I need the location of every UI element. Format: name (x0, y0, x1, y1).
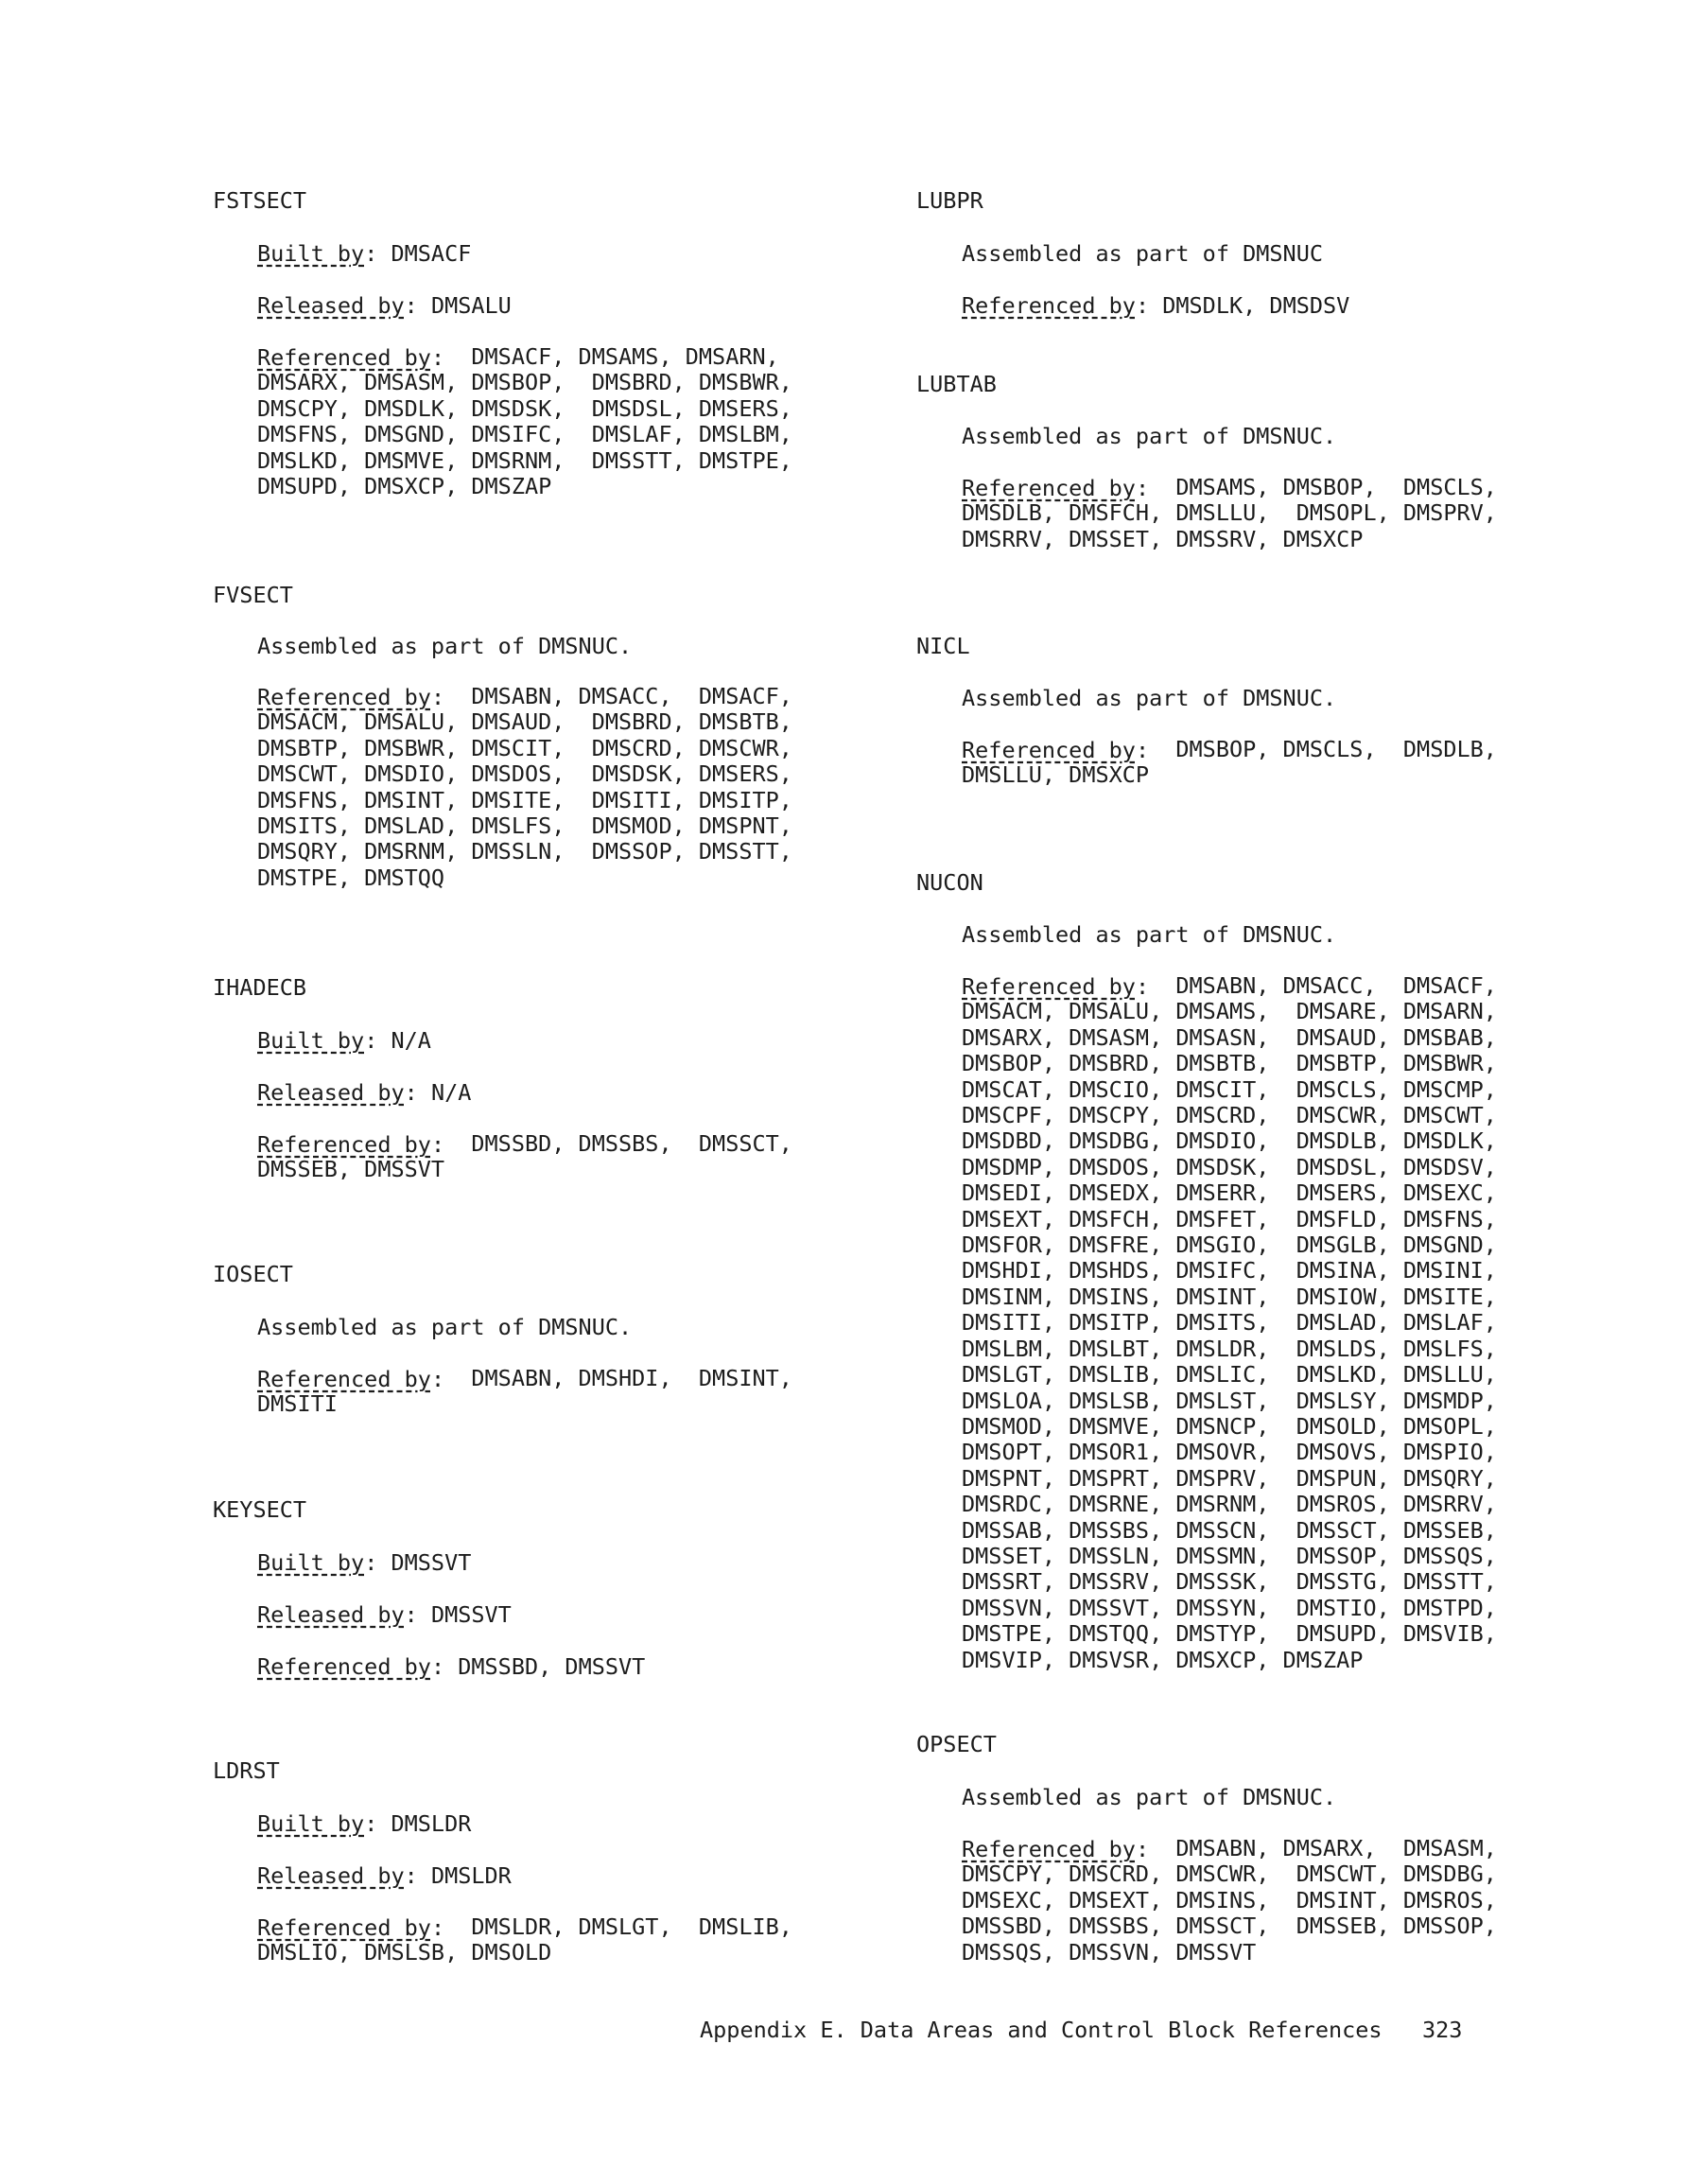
referenced-by-list (257, 1131, 792, 1183)
referenced-by-line: Referenced by: (257, 1131, 445, 1158)
referenced-by-list (962, 973, 1497, 1673)
released-by-line: Released by: DMSLDR (257, 1862, 512, 1889)
referenced-by-label: Referenced by (257, 1366, 431, 1392)
page-number: 323 (1422, 2017, 1463, 2043)
built-by-value: N/A (391, 1027, 431, 1054)
released-by-label: Released by (257, 292, 405, 319)
refs-text: DMSSBD, DMSSBS, DMSSCT, DMSSEB, DMSSVT (257, 1130, 792, 1183)
built-by-line: Built by: N/A (257, 1027, 431, 1054)
assembled-line: Assembled as part of DMSNUC. (257, 1314, 633, 1340)
referenced-by-line: Referenced by: (257, 684, 445, 710)
refs-text: DMSSBD, DMSSVT (458, 1653, 646, 1680)
referenced-by-line: Referenced by: (962, 1836, 1150, 1862)
referenced-by-label: Referenced by (257, 344, 431, 371)
section-title-nicl: NICL (916, 633, 970, 659)
section-title-lubpr: LUBPR (916, 187, 983, 214)
released-by-value: N/A (430, 1079, 472, 1106)
released-by-value: DMSLDR (430, 1862, 512, 1889)
refs-text: DMSABN, DMSACC, DMSACF, DMSACM, DMSALU, DMSAUD, DMSBRD, DMSBTB, DMSBTP, DMSBWR, DMSCIT, DMSCRD, DMSCWR, DMSCWT, DMSDIO, DMSDOS, DMSDSK, DMSERS, DMSFNS, DMSINT, DMSITE, DMSITI, DMSITP, DMSITS, DMSLAD, DMSLFS, DMSMOD, DMSPNT, DMSQRY, DMSRNM, DMSSLN, DMSSOP, DMSSTT, DMSTPE, DMSTQQ (257, 683, 792, 891)
page-footer (700, 2017, 1462, 2043)
assembled-line: Assembled as part of DMSNUC. (962, 423, 1337, 449)
built-by-label: Built by (257, 1027, 365, 1054)
released-by-label: Released by (257, 1079, 405, 1106)
refs-text: DMSABN, DMSHDI, DMSINT, DMSITI (257, 1365, 792, 1418)
built-by-line: Built by: DMSLDR (257, 1810, 472, 1837)
section-title-opsect: OPSECT (916, 1731, 997, 1757)
referenced-by-label: Referenced by (962, 475, 1136, 501)
section-title-fstsect: FSTSECT (213, 187, 307, 214)
referenced-by-list (962, 475, 1497, 552)
referenced-by-line: Referenced by: DMSDLK, DMSDSV (962, 292, 1350, 319)
referenced-by-list (962, 1836, 1497, 1966)
referenced-by-line: Referenced by: (962, 973, 1150, 1000)
referenced-by-line: Referenced by: (962, 737, 1150, 763)
section-title-ihadecb: IHADECB (213, 974, 307, 1001)
referenced-by-label: Referenced by (257, 684, 431, 710)
referenced-by-label: Referenced by (962, 1836, 1136, 1862)
referenced-by-line: Referenced by: (257, 1914, 445, 1941)
released-by-value: DMSSVT (430, 1601, 512, 1628)
referenced-by-list (257, 1366, 792, 1418)
referenced-by-line: Referenced by: (257, 344, 445, 371)
built-by-label: Built by (257, 1549, 365, 1576)
built-by-value: DMSLDR (391, 1810, 472, 1837)
refs-text: DMSAMS, DMSBOP, DMSCLS, DMSDLB, DMSFCH, DMSLLU, DMSOPL, DMSPRV, DMSRRV, DMSSET, DMSSRV, DMSXCP (962, 474, 1497, 552)
referenced-by-line: Referenced by: DMSSBD, DMSSVT (257, 1653, 646, 1680)
released-by-label: Released by (257, 1601, 405, 1628)
refs-text: DMSBOP, DMSCLS, DMSDLB, DMSLLU, DMSXCP (962, 736, 1497, 789)
referenced-by-label: Referenced by (962, 737, 1136, 763)
built-by-label: Built by (257, 1810, 365, 1837)
built-by-line: Built by: DMSACF (257, 240, 472, 267)
referenced-by-label: Referenced by (257, 1131, 431, 1158)
referenced-by-label: Referenced by (962, 973, 1136, 1000)
section-title-lubtab: LUBTAB (916, 371, 997, 397)
released-by-value: DMSALU (430, 292, 512, 319)
refs-text: DMSABN, DMSACC, DMSACF, DMSACM, DMSALU, DMSAMS, DMSARE, DMSARN, DMSARX, DMSASM, DMSASN, DMSAUD, DMSBAB, DMSBOP, DMSBRD, DMSBTB, DMSBTP, DMSBWR, DMSCAT, DMSCIO, DMSCIT, DMSCLS, DMSCMP, DMSCPF, DMSCPY, DMSCRD, DMSCWR, DMSCWT, DMSDBD, DMSDBG, DMSDIO, DMSDLB, DMSDLK, DMSDMP, DMSDOS, DMSDSK, DMSDSL, DMSDSV, DMSEDI, DMSEDX, DMSERR, DMSERS, DMSEXC, DMSEXT, DMSFCH, DMSFET, DMSFLD, DMSFNS, DMSFOR, DMSFRE, DMSGIO, DMSGLB, DMSGND, DMSHDI, DMSHDS, DMSIFC, DMSINA, DMSINI, DMSINM, DMSINS, DMSINT, DMSIOW, DMSITE, DMSITI, DMSITP, DMSITS, DMSLAD, DMSLAF, DMSLBM, DMSLBT, DMSLDR, DMSLDS, DMSLFS, DMSLGT, DMSLIB, DMSLIC, DMSLKD, DMSLLU, DMSLOA, DMSLSB, DMSLST, DMSLSY, DMSMDP, DMSMOD, DMSMVE, DMSNCP, DMSOLD, DMSOPL, DMSOPT, DMSOR1, DMSOVR, DMSOVS, DMSPIO, DMSPNT, DMSPRT, DMSPRV, DMSPUN, DMSQRY, DMSRDC, DMSRNE, DMSRNM, DMSROS, DMSRRV, DMSSAB, DMSSBS, DMSSCN, DMSSCT, DMSSEB, DMSSET, DMSSLN, DMSSMN, DMSSOP, DMSSQS, DMSSRT, DMSSRV, DMSSSK, DMSSTG, DMSSTT, DMSSVN, DMSSVT, DMSSYN, DMSTIO, DMSTPD, DMSTPE, DMSTQQ, DMSTYP, DMSUPD, DMSVIB, DMSVIP, DMSVSR, DMSXCP, DMSZAP (962, 972, 1497, 1673)
refs-text: DMSDLK, DMSDSV (1162, 292, 1350, 319)
section-title-ldrst: LDRST (213, 1757, 280, 1784)
referenced-by-line: Referenced by: (962, 475, 1150, 501)
referenced-by-list (257, 1914, 792, 1966)
built-by-label: Built by (257, 240, 365, 267)
refs-text: DMSABN, DMSARX, DMSASM, DMSCPY, DMSCRD, DMSCWR, DMSCWT, DMSDBG, DMSEXC, DMSEXT, DMSINS, DMSINT, DMSROS, DMSSBD, DMSSBS, DMSSCT, DMSSEB, DMSSOP, DMSSQS, DMSSVN, DMSSVT (962, 1835, 1497, 1966)
referenced-by-label: Referenced by (257, 1653, 431, 1680)
assembled-line: Assembled as part of DMSNUC. (962, 685, 1337, 711)
released-by-line: Released by: DMSSVT (257, 1601, 512, 1628)
referenced-by-line: Referenced by: (257, 1366, 445, 1392)
built-by-value: DMSSVT (391, 1549, 472, 1576)
referenced-by-list (962, 737, 1497, 789)
section-title-nucon: NUCON (916, 869, 983, 896)
referenced-by-label: Referenced by (962, 292, 1136, 319)
referenced-by-list (257, 344, 792, 499)
built-by-value: DMSACF (391, 240, 472, 267)
refs-text: DMSACF, DMSAMS, DMSARN, DMSARX, DMSASM, DMSBOP, DMSBRD, DMSBWR, DMSCPY, DMSDLK, DMSDSK, DMSDSL, DMSERS, DMSFNS, DMSGND, DMSIFC, DMSLAF, DMSLBM, DMSLKD, DMSMVE, DMSRNM, DMSSTT, DMSTPE, DMSUPD, DMSXCP, DMSZAP (257, 343, 792, 500)
refs-text: DMSLDR, DMSLGT, DMSLIB, DMSLIO, DMSLSB, DMSOLD (257, 1913, 792, 1966)
section-title-keysect: KEYSECT (213, 1496, 307, 1523)
referenced-by-list (257, 684, 792, 891)
section-title-fvsect: FVSECT (213, 582, 293, 608)
referenced-by-label: Referenced by (257, 1914, 431, 1941)
section-title-iosect: IOSECT (213, 1261, 293, 1287)
released-by-line: Released by: DMSALU (257, 292, 512, 319)
assembled-line: Assembled as part of DMSNUC (962, 240, 1324, 267)
built-by-line: Built by: DMSSVT (257, 1549, 472, 1576)
assembled-line: Assembled as part of DMSNUC. (962, 1784, 1337, 1810)
released-by-label: Released by (257, 1862, 405, 1889)
released-by-line: Released by: N/A (257, 1079, 472, 1106)
footer-title: Appendix E. Data Areas and Control Block References (700, 2017, 1383, 2043)
assembled-line: Assembled as part of DMSNUC. (257, 633, 633, 659)
assembled-line: Assembled as part of DMSNUC. (962, 921, 1337, 948)
